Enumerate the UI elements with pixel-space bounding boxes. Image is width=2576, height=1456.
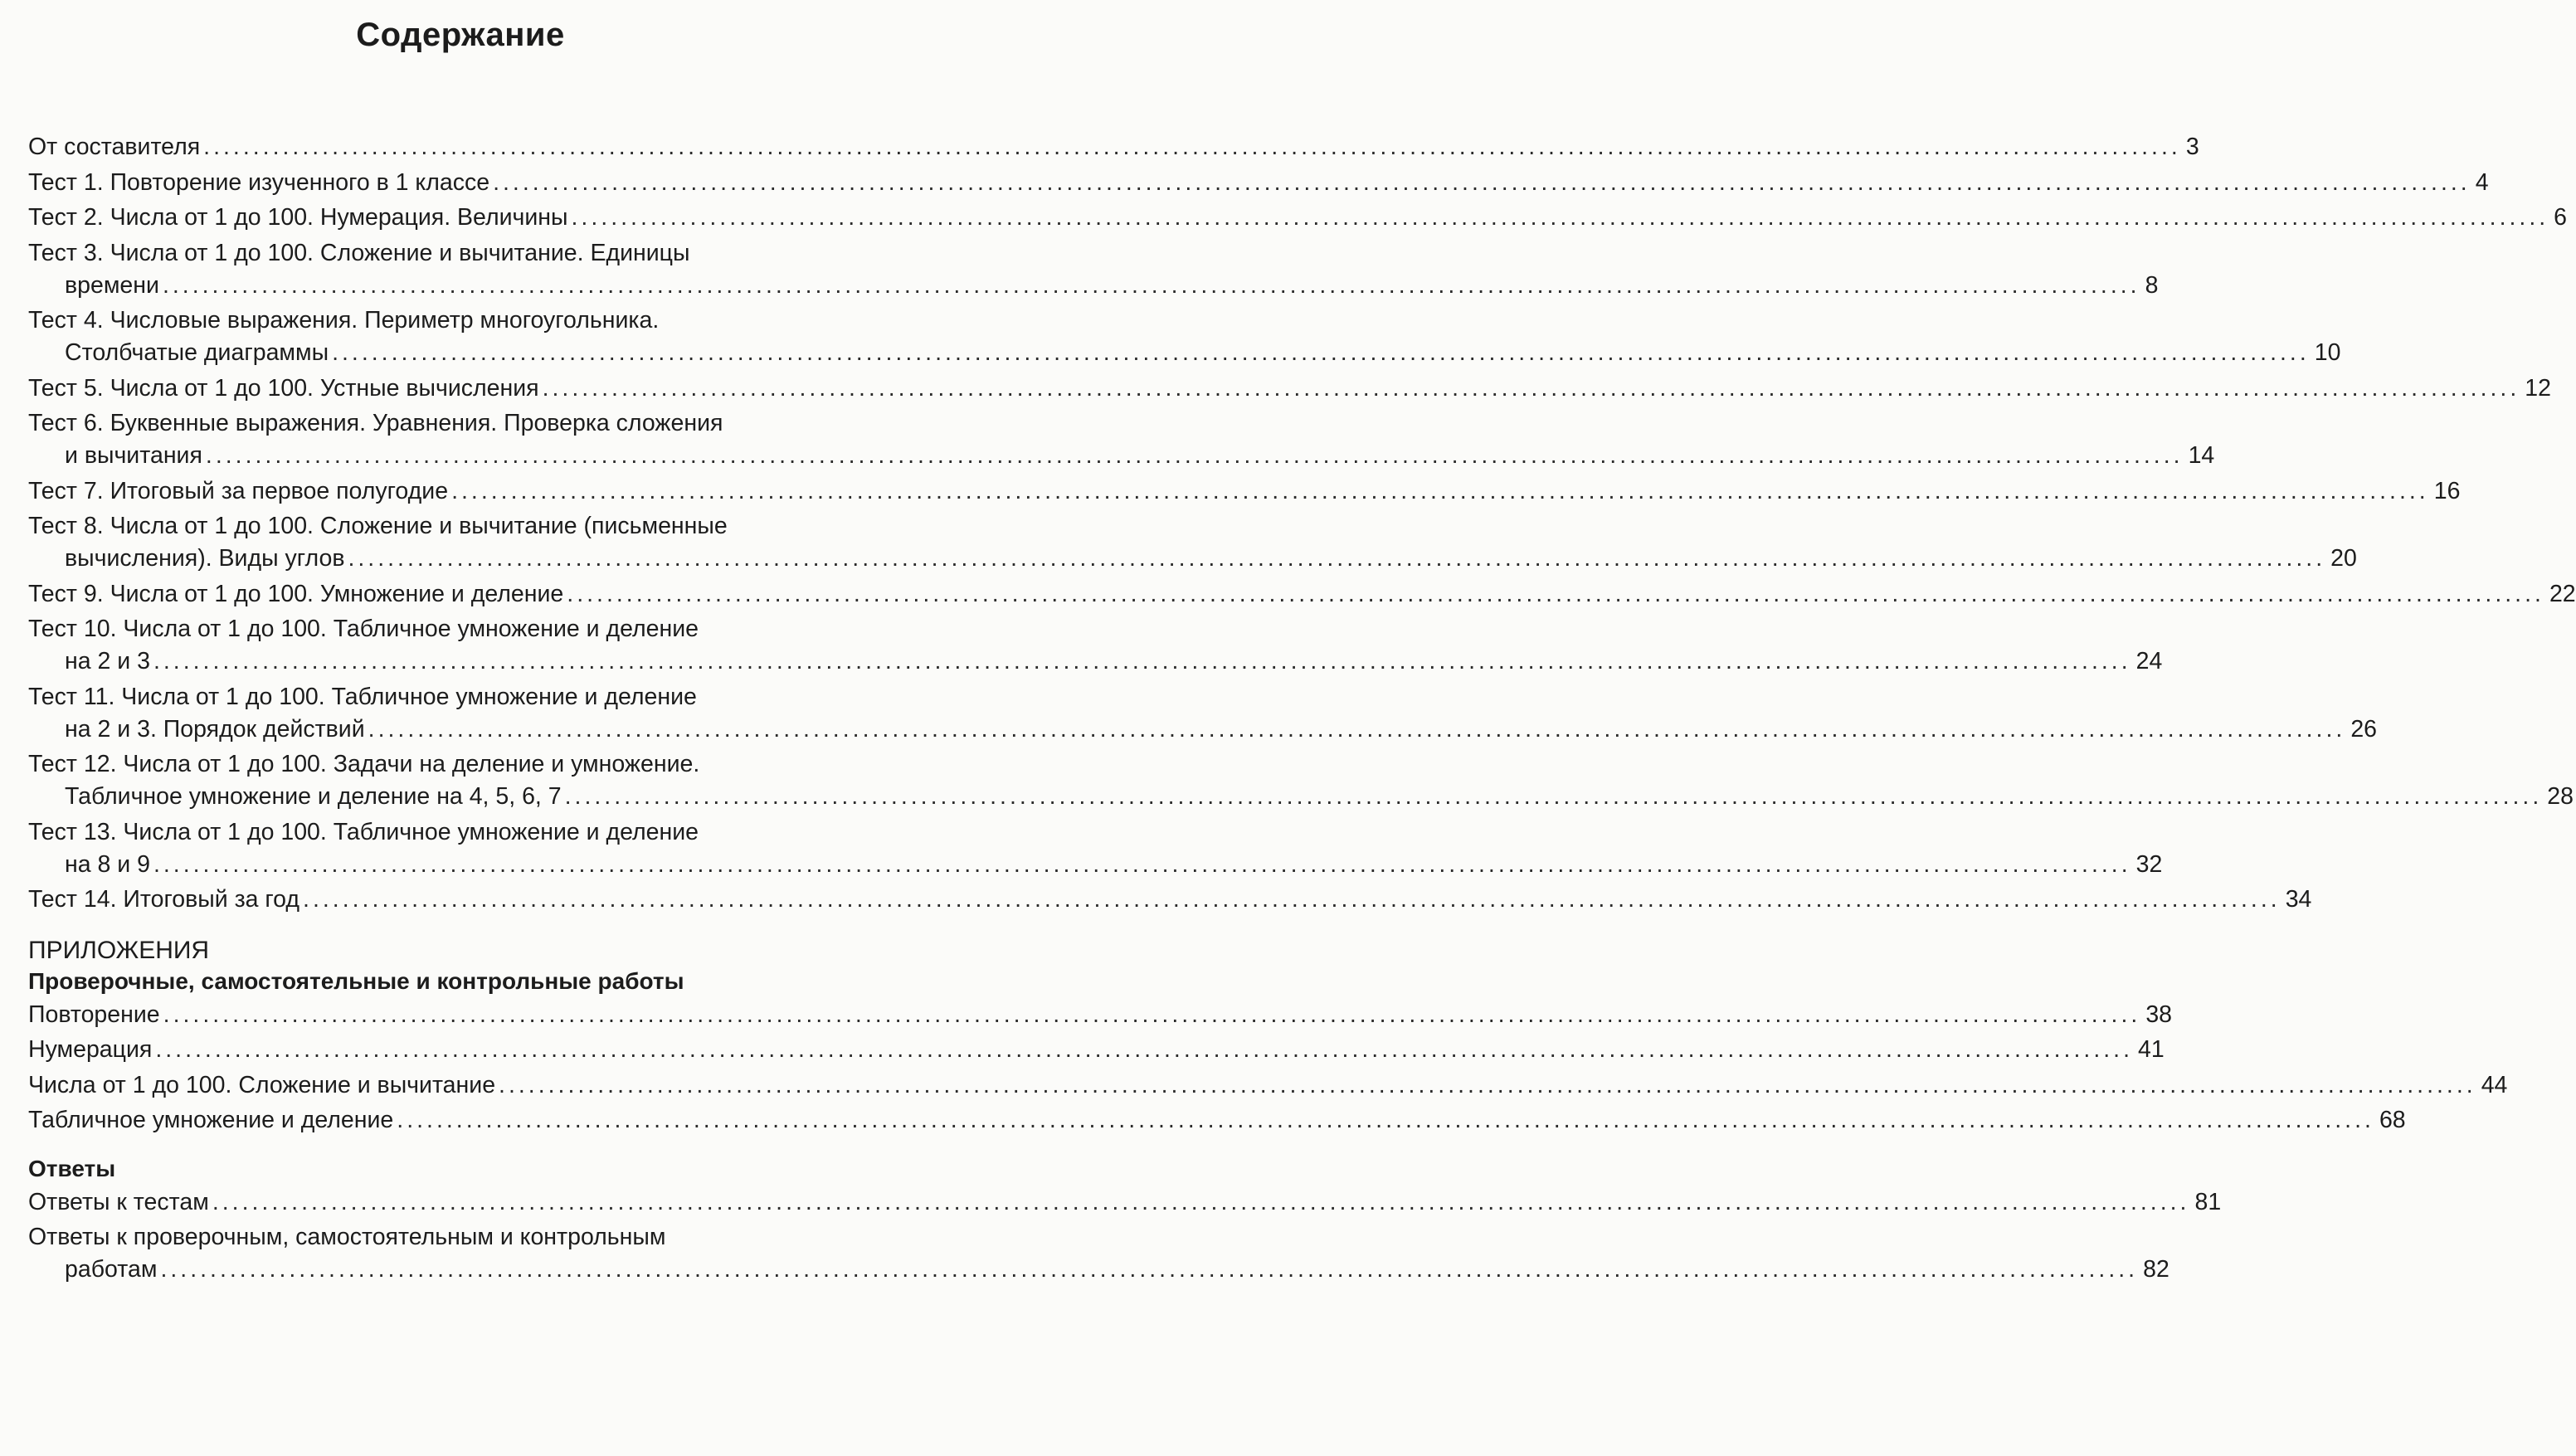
toc-page-number: 4 — [2475, 168, 2489, 196]
toc-entry — [28, 304, 2341, 369]
toc-page-number: 14 — [2188, 442, 2215, 469]
toc-entry-line — [28, 816, 898, 849]
table-of-contents — [28, 131, 2576, 1289]
toc-entry-text: Тест 8. Числа от 1 до 100. Сложение и вычитание (письменные — [28, 513, 728, 539]
toc-page-number: 82 — [2143, 1256, 2169, 1283]
toc-entry — [28, 681, 2378, 746]
toc-entry — [28, 1034, 2165, 1066]
toc-entry-line — [28, 475, 2461, 508]
toc-entry-text: Тест 11. Числа от 1 до 100. Табличное умножение и деление — [28, 683, 697, 710]
toc-entry-text: Табличное умножение и деление на 4, 5, 6, 7 — [65, 783, 562, 810]
toc-entry — [28, 884, 2312, 916]
toc-entry-text: Табличное умножение и деление — [28, 1107, 394, 1133]
dot-leader: ........................................................................................................................................................................................................ — [162, 271, 2140, 299]
toc-entry-line — [28, 999, 2173, 1031]
toc-entry — [28, 475, 2461, 508]
toc-entry-text: Тест 7. Итоговый за первое полугодие — [28, 477, 449, 504]
toc-entry-line — [28, 373, 2551, 405]
toc-entry-text: От составителя — [28, 134, 201, 160]
toc-page-number: 16 — [2433, 477, 2461, 504]
toc-entry-text: Тест 12. Числа от 1 до 100. Задачи на деление и умножение. — [28, 751, 700, 777]
toc-entry-line — [28, 167, 2489, 199]
toc-entry-text: Тест 5. Числа от 1 до 100. Устные вычисления — [28, 374, 539, 402]
toc-main-list — [28, 131, 2576, 919]
toc-page-number: 38 — [2145, 1001, 2173, 1028]
dot-leader: ........................................................................................................................................................................................................ — [303, 886, 2281, 913]
toc-entry-line — [28, 407, 898, 440]
answers-heading: Ответы — [28, 1155, 116, 1181]
toc-entry-text: Повторение — [28, 1001, 160, 1028]
toc-entry-line — [28, 1069, 2508, 1102]
toc-entry-text: Столбчатые диаграммы — [65, 339, 329, 366]
toc-entry-line — [28, 304, 898, 337]
toc-entry-line — [28, 337, 2341, 369]
toc-entry-text: Тест 10. Числа от 1 до 100. Табличное умножение и деление — [28, 616, 699, 642]
dot-leader: ........................................................................................................................................................................................................ — [493, 168, 2471, 196]
dot-leader: ........................................................................................................................................................................................................ — [163, 1001, 2141, 1028]
toc-entry-line — [28, 202, 2568, 234]
toc-entry — [28, 999, 2173, 1031]
toc-entry — [28, 816, 2163, 881]
toc-entry-line — [28, 645, 2163, 678]
toc-entry-text: Тест 3. Числа от 1 до 100. Сложение и вычитание. Единицы — [28, 239, 690, 266]
dot-leader: ........................................................................................................................................................................................................ — [499, 1071, 2476, 1098]
toc-page-number: 22 — [2549, 580, 2576, 607]
appendix-list — [28, 999, 2508, 1140]
toc-entry-line — [28, 748, 898, 781]
dot-leader: ........................................................................................................................................................................................................ — [205, 442, 2184, 469]
toc-entry-text: вычисления). Виды углов — [65, 545, 345, 572]
toc-entry — [28, 1069, 2508, 1102]
toc-entry-line — [28, 781, 2574, 813]
toc-entry-text: Тест 14. Итоговый за год — [28, 886, 300, 913]
dot-leader: ........................................................................................................................................................................................................ — [571, 204, 2549, 231]
toc-entry-line — [28, 1254, 2169, 1286]
toc-entry — [28, 131, 2199, 163]
toc-entry-text: Тест 9. Числа от 1 до 100. Умножение и деление — [28, 580, 564, 607]
toc-page-number: 12 — [2525, 374, 2551, 402]
dot-leader: ........................................................................................................................................................................................................ — [368, 715, 2346, 743]
toc-entry-line — [28, 578, 2576, 611]
toc-entry-line — [28, 613, 898, 645]
toc-entry-text: Ответы к проверочным, самостоятельным и контрольным — [28, 1224, 666, 1250]
toc-entry — [28, 407, 2215, 472]
toc-page-number: 81 — [2194, 1188, 2222, 1215]
answers-list — [28, 1186, 2222, 1289]
toc-page-number: 26 — [2350, 715, 2378, 743]
toc-page-number: 20 — [2330, 545, 2357, 572]
toc-entry — [28, 167, 2489, 199]
entry-spacer — [28, 916, 898, 919]
toc-page-number: 6 — [2554, 204, 2568, 231]
dot-leader: ........................................................................................................................................................................................................ — [153, 648, 2131, 674]
toc-page-number: 8 — [2145, 271, 2159, 299]
toc-entry-line — [28, 237, 898, 270]
dot-leader: ........................................................................................................................................................................................................ — [542, 374, 2520, 402]
toc-entry — [28, 578, 2576, 611]
toc-entry-text: на 2 и 3. Порядок действий — [65, 715, 365, 743]
toc-entry-text: Нумерация — [28, 1036, 153, 1063]
toc-page-number: 10 — [2314, 339, 2341, 366]
toc-entry — [28, 748, 2574, 813]
toc-entry-text: работам — [65, 1256, 158, 1283]
toc-entry-line — [28, 131, 2199, 163]
toc-entry-line — [28, 1186, 2222, 1219]
dot-leader: ........................................................................................................................................................................................................ — [160, 1256, 2139, 1283]
toc-page-number: 28 — [2547, 783, 2574, 810]
toc-page-number: 68 — [2379, 1107, 2406, 1133]
toc-entry — [28, 1221, 2169, 1286]
toc-entry-text: Ответы к тестам — [28, 1188, 209, 1215]
toc-entry-line — [28, 1104, 2406, 1137]
dot-leader: ........................................................................................................................................................................................................ — [567, 580, 2544, 607]
toc-entry-line — [28, 543, 2357, 575]
dot-leader: ........................................................................................................................................................................................................ — [332, 339, 2310, 366]
dot-leader: ........................................................................................................................................................................................................ — [348, 545, 2326, 572]
toc-entry-text: Тест 6. Буквенные выражения. Уравнения. Проверка сложения — [28, 410, 723, 436]
toc-entry-text: и вычитания — [65, 442, 202, 469]
page-title: Содержание — [356, 17, 565, 53]
toc-entry-text: Числа от 1 до 100. Сложение и вычитание — [28, 1071, 496, 1098]
toc-entry-text: Тест 2. Числа от 1 до 100. Нумерация. Величины — [28, 204, 568, 231]
toc-entry-text: Тест 13. Числа от 1 до 100. Табличное умножение и деление — [28, 818, 699, 845]
toc-entry — [28, 202, 2568, 234]
toc-entry-text: Тест 4. Числовые выражения. Периметр многоугольника. — [28, 307, 660, 334]
toc-entry-text: времени — [65, 271, 159, 299]
dot-leader: ........................................................................................................................................................................................................ — [397, 1107, 2374, 1133]
toc-entry-line — [28, 713, 2378, 746]
toc-page-number: 41 — [2138, 1036, 2165, 1063]
toc-entry — [28, 237, 2159, 302]
toc-entry-line — [28, 510, 898, 543]
toc-page-number: 3 — [2185, 134, 2199, 160]
dot-leader: ........................................................................................................................................................................................................ — [212, 1188, 2190, 1215]
entry-spacer — [28, 1286, 898, 1289]
toc-entry-text: Тест 1. Повторение изученного в 1 классе — [28, 168, 490, 196]
toc-entry-line — [28, 1034, 2165, 1066]
toc-entry-line — [28, 849, 2163, 881]
toc-page-number: 44 — [2481, 1071, 2508, 1098]
toc-page-number: 24 — [2135, 648, 2163, 674]
appendix-heading: ПРИЛОЖЕНИЯ — [28, 936, 210, 964]
toc-entry-text: на 8 и 9 — [65, 850, 150, 878]
dot-leader: ........................................................................................................................................................................................................ — [564, 783, 2543, 810]
toc-entry — [28, 1186, 2222, 1219]
toc-entry-text: на 2 и 3 — [65, 648, 150, 674]
dot-leader: ........................................................................................................................................................................................................ — [451, 477, 2429, 504]
toc-entry-line — [28, 884, 2312, 916]
dot-leader: ........................................................................................................................................................................................................ — [203, 134, 2181, 160]
toc-page-number: 32 — [2135, 850, 2163, 878]
toc-entry — [28, 373, 2551, 405]
appendix-subheading: Проверочные, самостоятельные и контрольные работы — [28, 967, 684, 994]
dot-leader: ........................................................................................................................................................................................................ — [153, 850, 2131, 878]
toc-entry-line — [28, 681, 898, 713]
toc-entry — [28, 613, 2163, 678]
toc-page-number: 34 — [2285, 886, 2312, 913]
toc-entry-line — [28, 440, 2215, 472]
dot-leader: ........................................................................................................................................................................................................ — [155, 1036, 2133, 1063]
toc-entry-line — [28, 270, 2159, 302]
toc-entry — [28, 510, 2357, 575]
entry-spacer — [28, 1137, 898, 1140]
toc-entry-line — [28, 1221, 898, 1254]
toc-entry — [28, 1104, 2406, 1137]
